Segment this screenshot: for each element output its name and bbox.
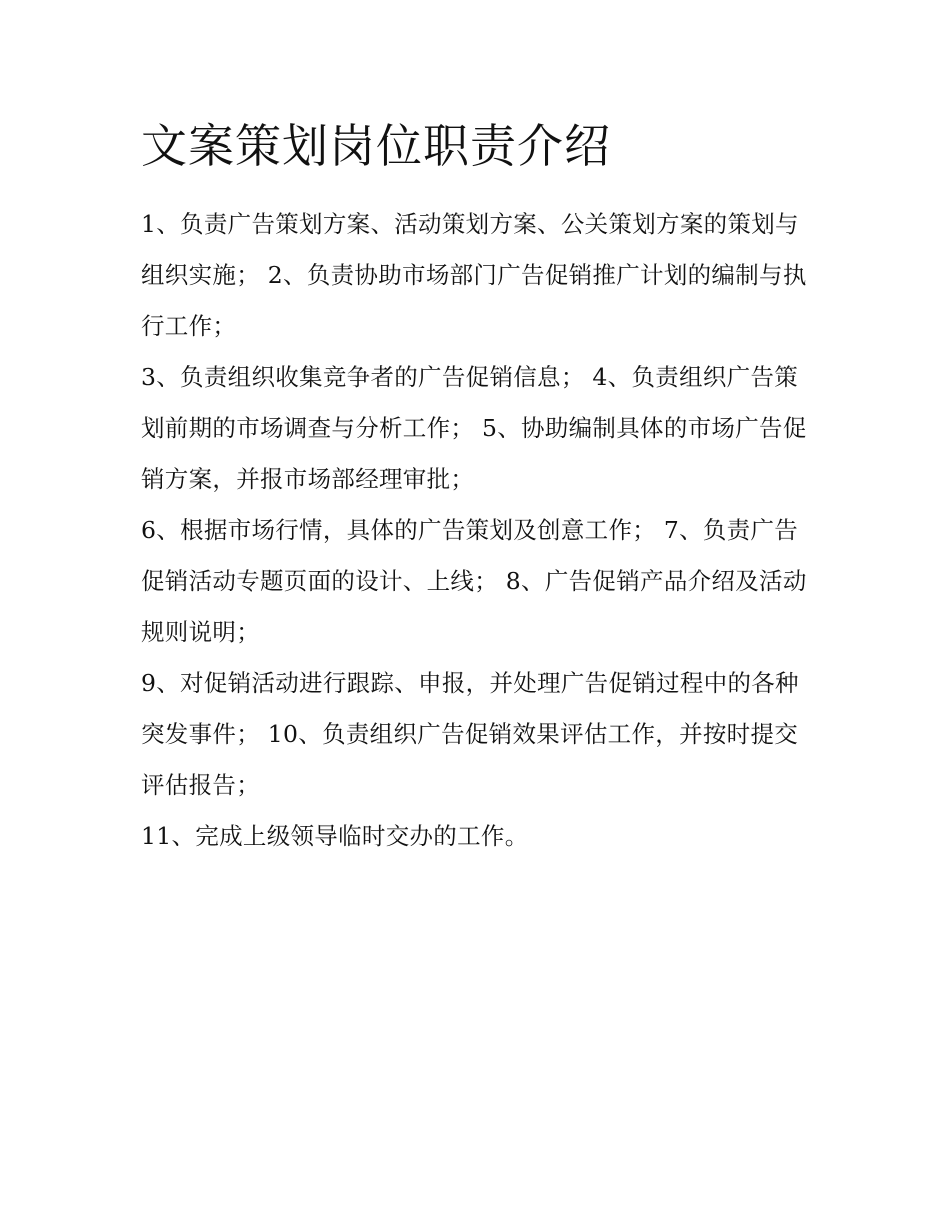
document-page — [141, 112, 813, 862]
duty-paragraph-2: 3、负责组织收集竞争者的广告促销信息； 4、负责组织广告策划前期的市场调查与分析工作； 5、协助编制具体的市场广告促销方案，并报市场部经理审批； — [141, 363, 807, 493]
document-title: 文案策划岗位职责介绍 — [141, 119, 611, 173]
duty-paragraph-3: 6、根据市场行情，具体的广告策划及创意工作； 7、负责广告促销活动专题页面的设计、上线； 8、广告促销产品介绍及活动规则说明； — [141, 516, 807, 646]
duty-paragraph-5: 11、完成上级领导临时交办的工作。 — [141, 822, 529, 850]
duty-paragraph-4: 9、对促销活动进行跟踪、申报，并处理广告促销过程中的各种突发事件； 10、负责组织广告促销效果评估工作，并按时提交评估报告； — [141, 669, 799, 799]
duty-paragraph-1: 1、负责广告策划方案、活动策划方案、公关策划方案的策划与组织实施； 2、负责协助市场部门广告促销推广计划的编制与执行工作； — [141, 210, 807, 340]
document-body — [141, 199, 813, 862]
